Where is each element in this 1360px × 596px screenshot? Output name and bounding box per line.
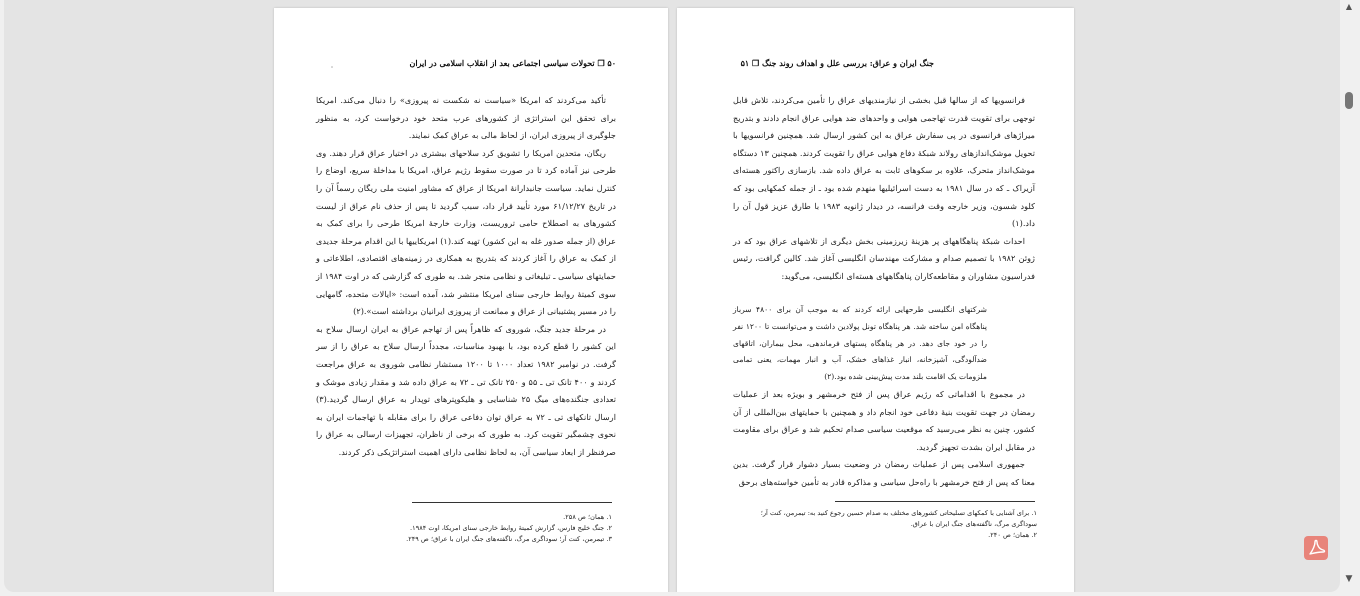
footnote: ۱. همان؛ ص ۲۵۸. [563,513,612,521]
page-body [733,92,1035,286]
paragraph: در مجموع با اقداماتی که رژیم عراق پس از فتح خرمشهر و بویژه بعد از عملیات رمضان در جهت تقویت بنیهٔ دفاعی خود انجام داد و همچنین با حمایتهای بین‌المللی از آن کشور، چنین به نظر می‌رسید که موقعیت سیاسی صدام تحکیم شد و عراق برای مقاومت در مقابل ایران بشدت تجهیز گردید. [733,389,1035,452]
page-body-continued [733,386,1035,492]
document-viewer[interactable] [4,0,1340,592]
paragraph: در مرحلهٔ جدید جنگ، شوروی که ظاهراً پس از تهاجم عراق به ایران ارسال سلاح به این کشور را قطع کرده بود، با بهبود مناسبات، مجدداً ارسال سلاح به عراق را از سر گرفت. در نوامبر ۱۹۸۲ تعداد ۱۰۰۰ تا ۱۲۰۰ مستشار نظامی شوروی به عراق مراجعت کردند و ۴۰۰ تانک تی ـ ۵۵ و ۲۵۰ تانک تی ـ ۷۲ به عراق داده شد و مقدار زیادی موشک و تعدادی جنگنده‌های میگ ۲۵ شناسایی و هلیکوپترهای توپدار به عراق ارسال گردید.(۳) ارسال تانکهای تی ـ ۷۲ به عراق توان دفاعی عراق را برای مقابله با تهاجمات ایران به نحوی چشمگیر تقویت کرد. به طوری که برخی از ناظران، تجهیزات ارسالی به عراق را صرفنظر از ابعاد سیاسی آن، به لحاظ نظامی دارای اهمیت استراتژیکی ذکر کردند. [316,323,617,457]
paragraph: ریگان، متحدین امریکا را تشویق کرد سلاحهای بیشتری در اختیار عراق قرار دهند. وی طرحی نیز آماده کرد تا در صورت سقوط رژیم عراق، امریکا با مداخلهٔ سریع، اوضاع را کنترل نماید. سیاست جانبدارانهٔ امریکا از عراق که مشاور امنیت ملی ریگان رسماً آن را در تاریخ ۶۱/۱۲/۲۷ مورد تأیید قرار داد، سبب گردید تا پس از حذف نام عراق از لیست کشورهای به اصطلاح حامی تروریست، وزارت خارجهٔ امریکا طرحی را برای کمک به عراق (از جمله صدور غله به این کشور) تهیه کند.(۱) امریکاییها با این اقدام مرحلهٔ جدیدی از کمک به عراق را آغاز کردند که بتدریج به همکاری در زمینه‌های اقتصادی، اطلاعاتی و حمایتهای سیاسی ـ تبلیغاتی و نظامی منجر شد. به طوری که گزارشی که در اوت ۱۹۸۴ از سوی کمیتهٔ روابط خارجی سنای امریکا منتشر شد، آمده است: «ایالات متحده، گامهایی را در مسیر پشتیبانی از عراق و ممانعت از پیروزی ایرانیان برداشته است».(۲) [316,147,616,317]
page-header: جنگ ایران و عراق: بررسی علل و اهداف روند جنگ ❐ ۵۱ [740,58,934,68]
footnote: ۲. جنگ خلیج فارس، گزارش کمیتهٔ روابط خارجی سنای امریکا، اوت ۱۹۸۴. [410,524,612,532]
footnote-rule [835,501,1035,502]
footnotes [733,508,1037,541]
footnotes [384,512,612,545]
vertical-scrollbar[interactable] [1342,0,1360,596]
quote-text: شرکتهای انگلیسی طرحهایی ارائه کردند که به موجب آن برای ۴۸۰۰ سرباز پناهگاه امن ساخته شد. هر پناهگاه تونل پولادین داشت و می‌توانست تا ۱۲۰۰ نفر را در خود جای دهد. در هر پناهگاه پستهای فرماندهی، محل بیماران، اتاقهای ضدآلودگی، آشپزخانه، انبار غذاهای خشک، آب و انبار مهمات، یعنی تمامی ملزومات یک اقامت بلند مدت پیش‌بینی شده بود.(۲) [733,305,987,382]
footnote: ۱. برای آشنایی با کمکهای تسلیحاتی کشورهای مختلف به صدام حسین رجوع کنید به: تیمرمن، کنت آر؛ [760,509,1037,517]
footnote: سوداگری مرگ، ناگفته‌های جنگ ایران با عراق. [910,520,1037,528]
page-header: ۵۰ ❐ تحولات سیاسی اجتماعی بعد از انقلاب اسلامی در ایران [409,58,616,68]
page-mark: ˙ [330,66,334,75]
scroll-down-icon[interactable]: ▼ [1345,574,1353,584]
acrobat-pdf-icon [1304,536,1328,560]
block-quote [733,302,987,386]
footnote: ۲. همان؛ ص ۲۴۰. [988,531,1037,539]
document-page-50 [274,8,668,592]
paragraph: فرانسویها که از سالها قبل بخشی از نیازمندیهای عراق را تأمین می‌کردند، تلاش قابل توجهی برای تقویت قدرت تهاجمی هوایی و واحدهای ضد هوایی عراق انجام دادند و بتدریج میراژهای فرانسوی در پی سفارش عراق به این کشور ارسال شد. همچنین فرانسویها با تحویل موشک‌اندازهای رولاند شبکهٔ دفاع هوایی عراق را تقویت کردند. همچنین ۱۳ دستگاه موشک‌انداز متحرک، علاوه بر سکوهای ثابت به عراق داده شد. بازسازی راکتور هسته‌ای آزیراک ـ که در سال ۱۹۸۱ به دست اسرائیلیها منهدم شده بود ـ از جمله کمکهایی بود که کلود شسون، وزیر خارجه وقت فرانسه، در دیدار ژانویه ۱۹۸۳ با طارق عزیز قول آن را داد.(۱) [733,95,1035,229]
paragraph: احداث شبکهٔ پناهگاههای پر هزینهٔ زیرزمینی بخش دیگری از تلاشهای عراق بود که در ژوئن ۱۹۸۲ با تصمیم صدام و مشارکت مهندسان انگلیسی آغاز شد. کالین گرافت، رئیس فدراسیون مشاوران و مقاطعه‌کاران پناهگاههای هسته‌ای انگلیسی، می‌گوید: [733,235,1036,281]
page-body [316,92,616,461]
document-page-51 [677,8,1074,592]
footnote: ۳. تیمرمن، کنت آر؛ سوداگری مرگ، ناگفته‌های جنگ ایران با عراق؛ ص ۲۴۹. [406,535,612,543]
paragraph: تأکید می‌کردند که امریکا «سیاست نه شکست نه پیروزی» را دنبال می‌کند. امریکا برای تحقق این استراتژی از کشورهای عرب متحد خود درخواست کرد، به منظور جلوگیری از پیروزی ایران، از لحاظ مالی به عراق کمک نمایند. [316,95,616,141]
pdf-button[interactable] [1304,536,1328,560]
scrollbar-thumb[interactable] [1345,92,1353,109]
paragraph: جمهوری اسلامی پس از عملیات رمضان در وضعیت بسیار دشوار قرار گرفت. بدین معنا که پس از فتح خرمشهر با راه‌حل سیاسی و مذاکره قادر به تأمین خواسته‌های برحق [733,459,1035,487]
footnote-rule [412,502,612,503]
scroll-up-icon[interactable]: ▲ [1345,2,1353,11]
